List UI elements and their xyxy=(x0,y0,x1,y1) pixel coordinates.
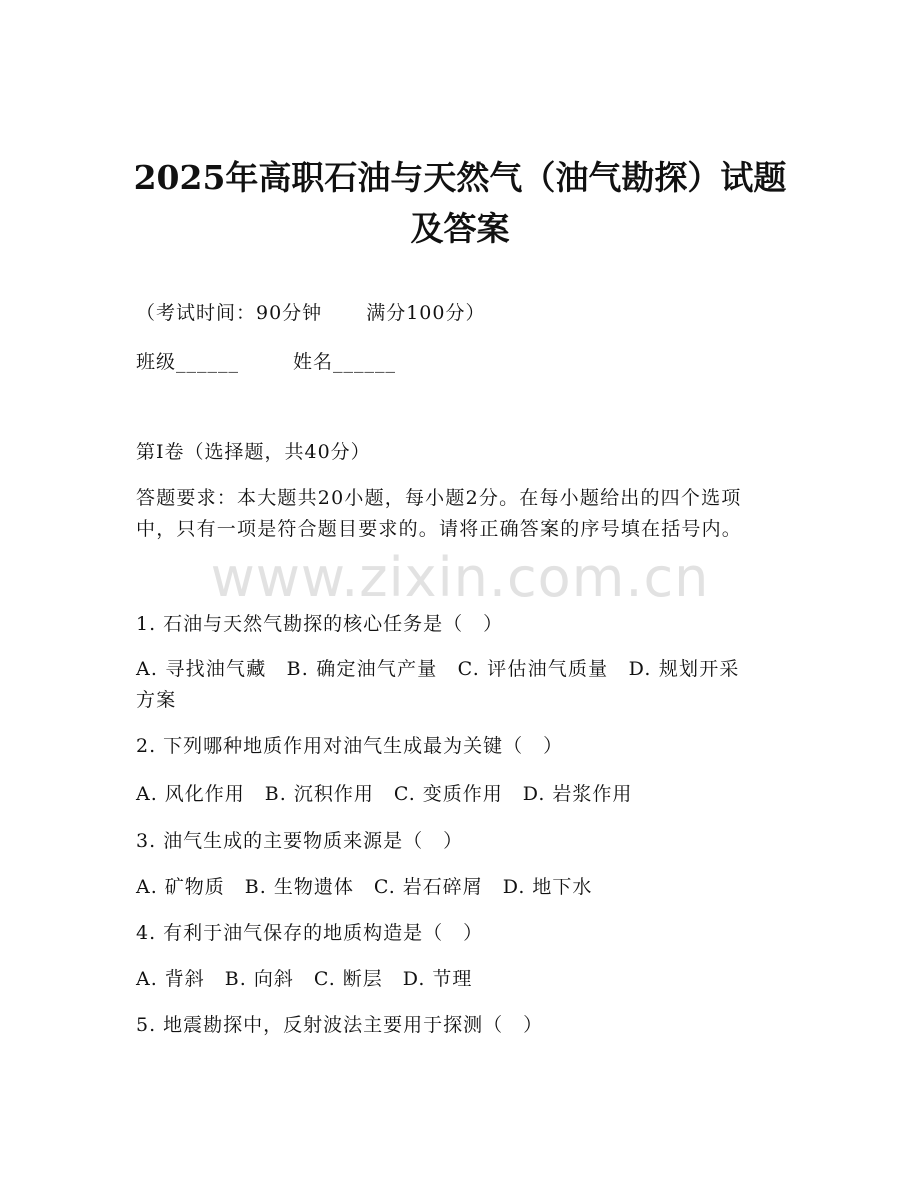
document-title-line1: 2025年高职石油与天然气（油气勘探）试题 xyxy=(133,158,787,197)
question-3-stem: 3. 油气生成的主要物质来源是（ ） xyxy=(136,830,464,852)
instructions-line2: 中，只有一项是符合题目要求的。请将正确答案的序号填在括号内。 xyxy=(136,518,743,540)
question-3-options: A. 矿物质 B. 生物遗体 C. 岩石碎屑 D. 地下水 xyxy=(136,876,593,898)
student-info xyxy=(136,347,396,377)
question-4-stem: 4. 有利于油气保存的地质构造是（ ） xyxy=(136,922,484,944)
question-2-stem: 2. 下列哪种地质作用对油气生成最为关键（ ） xyxy=(136,735,564,757)
class-field: 班级______ xyxy=(136,351,240,373)
watermark: www.zixin.com.cn xyxy=(210,546,710,609)
question-4-options: A. 背斜 B. 向斜 C. 断层 D. 节理 xyxy=(136,968,473,990)
section-title: 第Ⅰ卷（选择题，共40分） xyxy=(136,441,371,463)
question-1-options-line2: 方案 xyxy=(136,689,177,711)
question-5-stem: 5. 地震勘探中，反射波法主要用于探测（ ） xyxy=(136,1014,544,1036)
document-title-line2: 及答案 xyxy=(410,209,510,248)
full-score: 满分100分） xyxy=(366,302,486,324)
question-2-options: A. 风化作用 B. 沉积作用 C. 变质作用 D. 岩浆作用 xyxy=(136,783,633,805)
name-field: 姓名______ xyxy=(293,351,397,373)
question-1-options xyxy=(136,654,786,716)
exam-time: （考试时间：90分钟 xyxy=(136,302,323,324)
exam-info xyxy=(136,298,485,328)
question-1-options-line1: A. 寻找油气藏 B. 确定油气产量 C. 评估油气质量 D. 规划开采 xyxy=(136,658,740,680)
instructions-line1: 答题要求：本大题共20小题，每小题2分。在每小题给出的四个选项 xyxy=(136,487,742,509)
instructions xyxy=(136,483,786,545)
question-1-stem: 1. 石油与天然气勘探的核心任务是（ ） xyxy=(136,613,504,635)
